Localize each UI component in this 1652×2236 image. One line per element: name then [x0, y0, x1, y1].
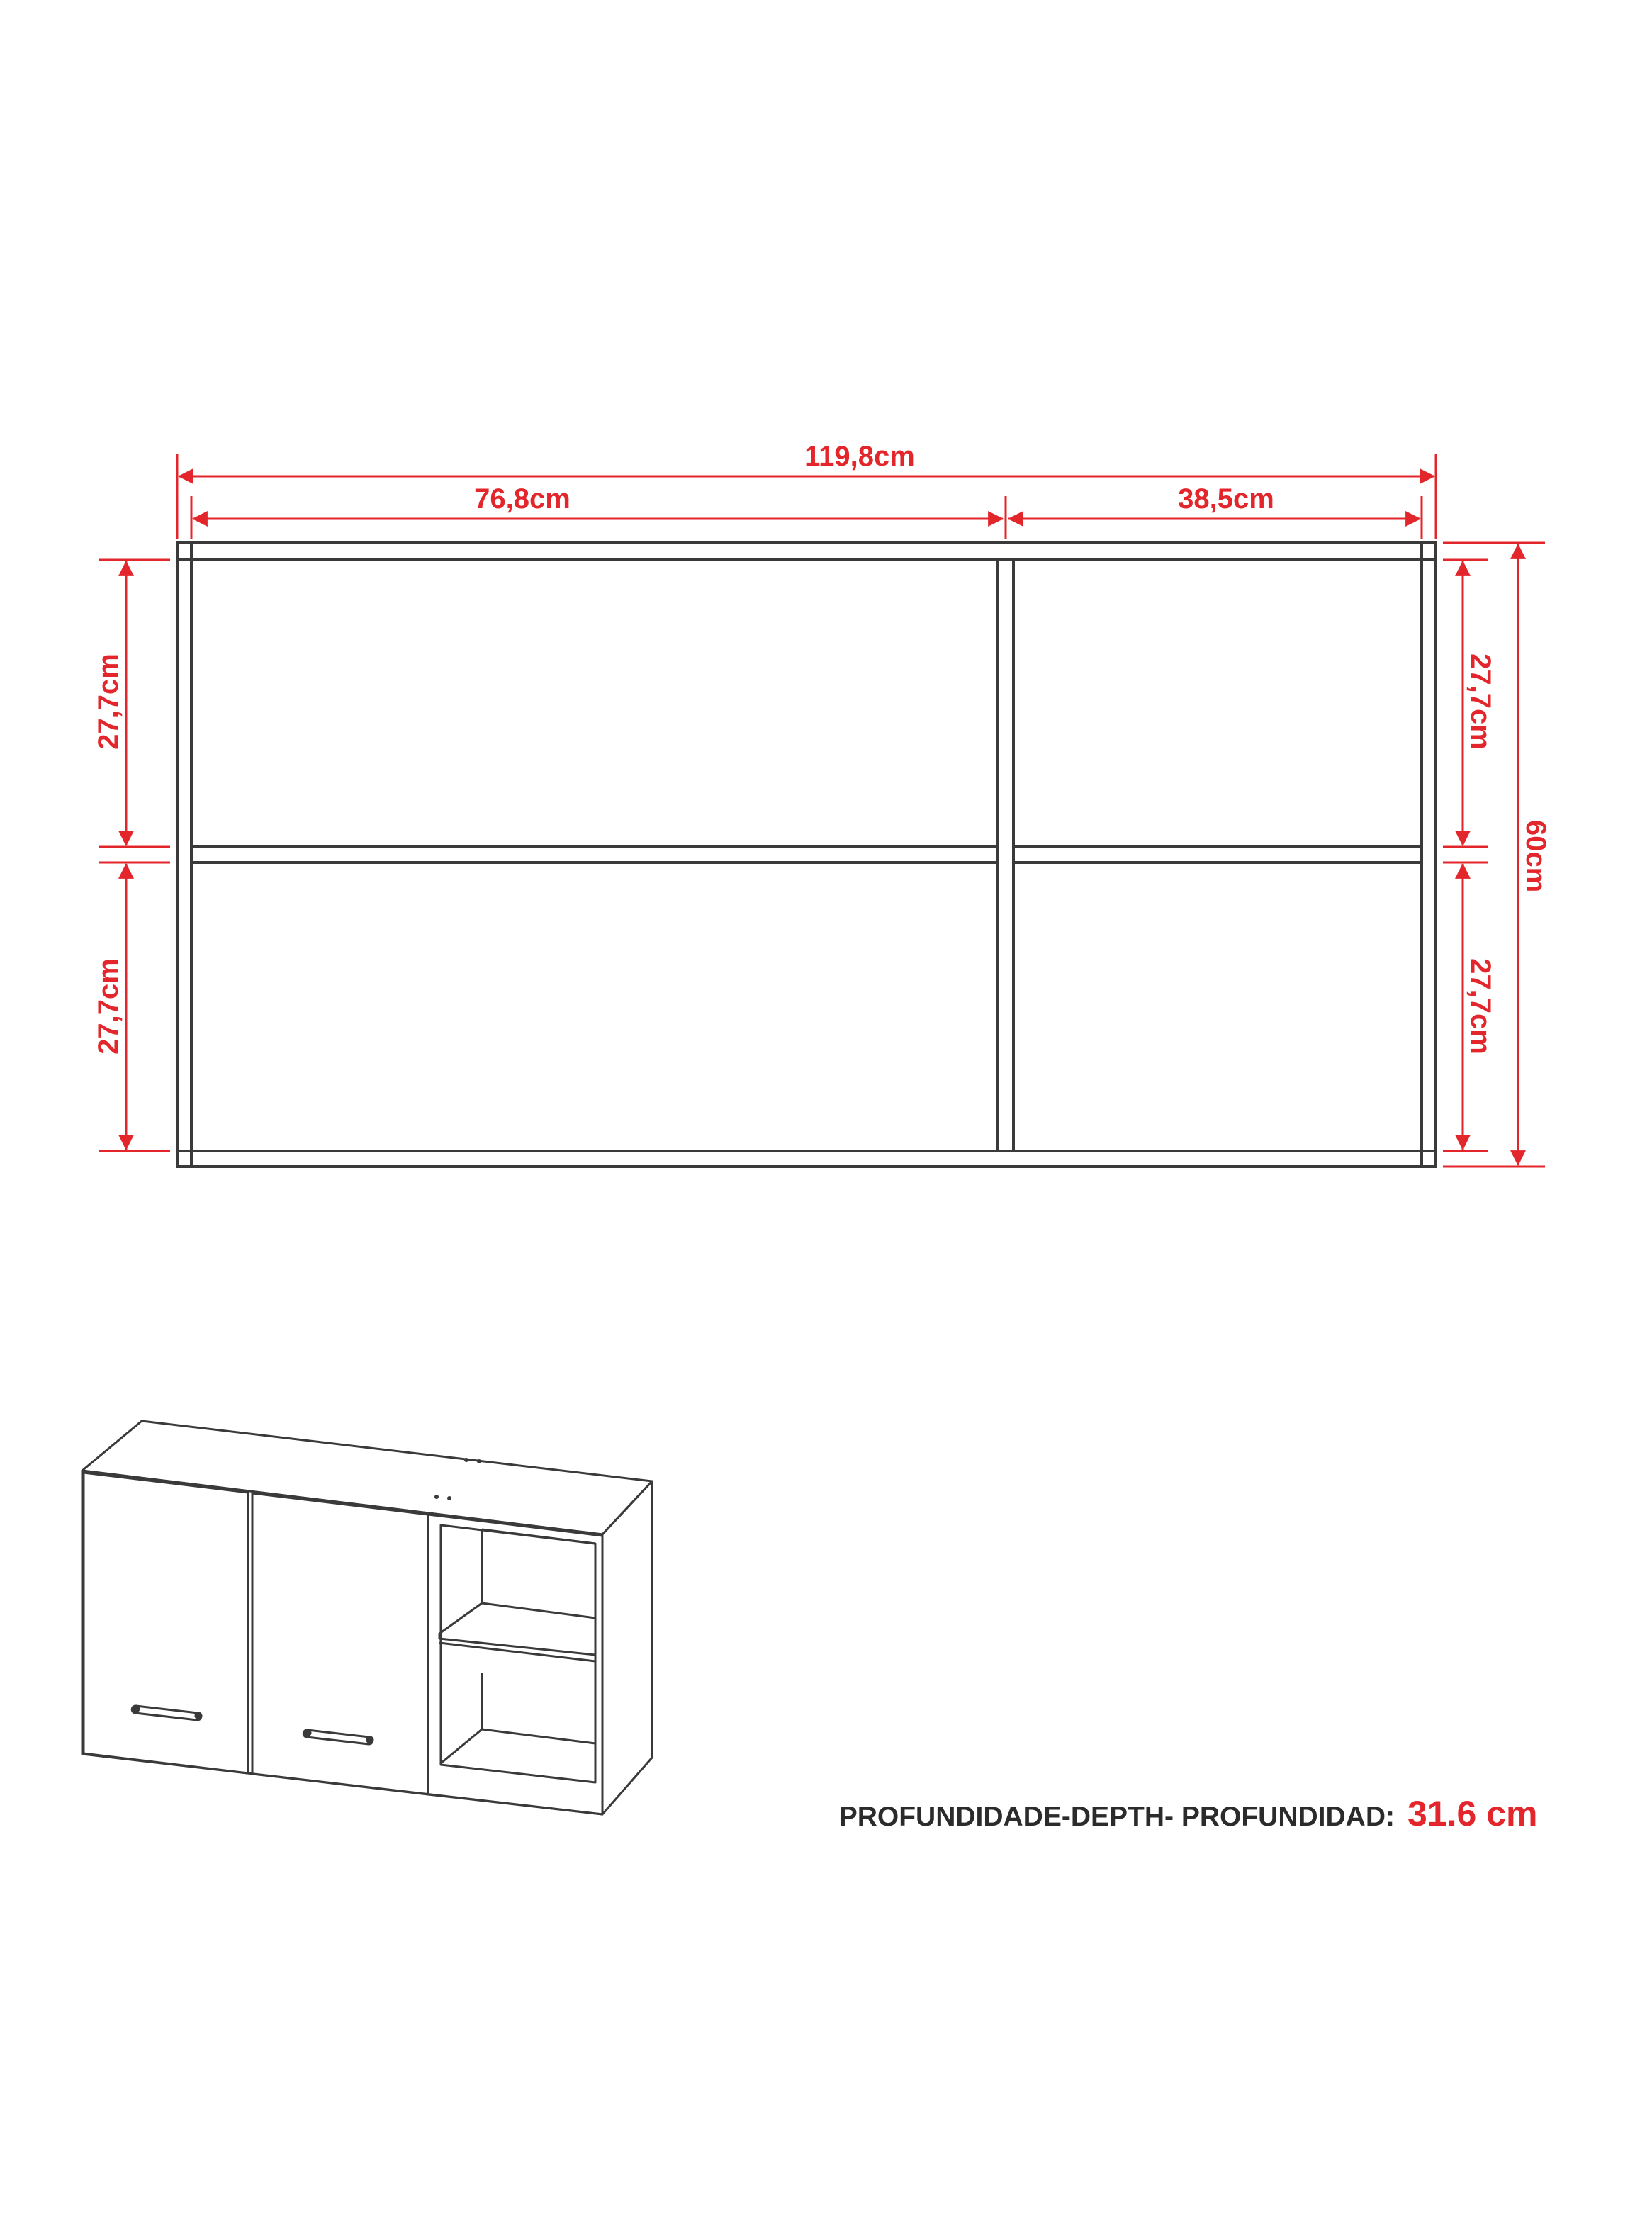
iso-compartment-bottom-back [482, 1729, 595, 1743]
depth-label: PROFUNDIDADE-DEPTH- PROFUNDIDAD: [838, 1802, 1395, 1832]
depth-value: 31.6 cm [1407, 1794, 1538, 1833]
total-height-label: 60cm [1520, 819, 1551, 893]
left-width-label: 76,8cm [474, 483, 571, 515]
cabinet-outer-frame [177, 543, 1436, 1167]
iso-left-door-handle [132, 1705, 202, 1720]
right-bottom-height-label: 27,7cm [1465, 958, 1496, 1055]
right-width-label: 38,5cm [1178, 483, 1274, 515]
iso-compartment-shelf [439, 1603, 595, 1655]
iso-compartment-bottom-diag [441, 1729, 482, 1763]
right-top-height-label: 27,7cm [1465, 653, 1496, 750]
total-width-label: 119,8cm [804, 441, 915, 472]
iso-top-surface [82, 1421, 652, 1534]
iso-right-side [602, 1481, 652, 1814]
left-top-height-label: 27,7cm [93, 653, 124, 750]
left-bottom-height-label: 27,7cm [93, 958, 124, 1055]
iso-middle-door [252, 1493, 428, 1794]
cabinet-isometric-view [82, 1421, 652, 1814]
iso-hinge-holes [434, 1458, 481, 1500]
depth-note [839, 1794, 1538, 1833]
dimension-labels [93, 441, 1551, 1055]
iso-middle-door-handle [303, 1729, 373, 1744]
cabinet-front-view [177, 543, 1436, 1167]
iso-left-door [84, 1473, 248, 1773]
iso-open-compartment-outer [428, 1515, 602, 1814]
